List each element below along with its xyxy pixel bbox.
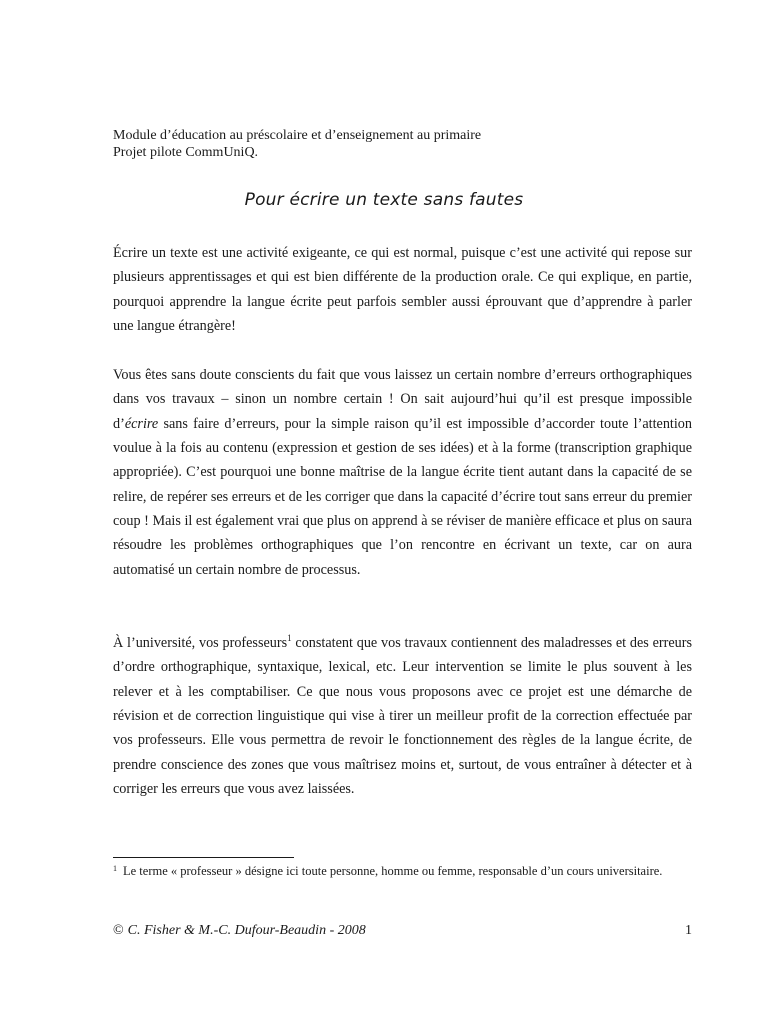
paragraph-errors <box>113 363 692 582</box>
footnote <box>113 864 673 879</box>
footnote-reference[interactable]: 1 <box>287 633 292 643</box>
paragraph-text-part: constatent que vos travaux contiennent des maladresses et des erreurs d’ordre orthographique, syntaxique, lexical, etc. Leur intervention se limite le plus souvent à les relever et à les comptabiliser. Ce que nous vous proposons avec ce projet est une démarche de révision et de correction linguistique qui vise à tirer un meilleur profit de la correction effectuée par vos professeurs. Elle vous permettra de revoir le fonctionnement des règles de la langue écrite, de prendre conscience des zones que vous maîtrisez moins et, surtout, de vous entraîner à détecter et à corriger les erreurs que vous avez laissées. <box>113 635 693 798</box>
paragraph-text-part: sans faire d’erreurs, pour la simple raison qu’il est impossible d’accorder toute l’attention voulue à la fois au contenu (expression et gestion de ses idées) et à la forme (transcription graphique appropriée). C’est pourquoi une bonne maîtrise de la langue écrite tient autant dans la capacité de se relire, de repérer ses erreurs et de les corriger que dans la capacité d’écrire tout sans erreur du premier coup ! Mais il est également vrai que plus on apprend à se réviser de manière efficace et plus on saura résoudre les problèmes orthographiques que l’on rencontre en écrivant un texte, car on aura automatisé un certain nombre de processus. <box>113 415 692 578</box>
paragraph-university <box>113 631 692 801</box>
copyright-symbol: © <box>113 923 124 938</box>
footnote-text: Le terme « professeur » désigne ici toute personne, homme ou femme, responsable d’un cours universitaire. <box>123 864 663 878</box>
paragraph-text <box>113 363 692 582</box>
footnote-marker: 1 <box>113 864 117 873</box>
header-project-line: Projet pilote CommUniQ. <box>113 145 259 160</box>
copyright-authors: C. Fisher & M.-C. Dufour-Beaudin - 2008 <box>127 923 366 938</box>
footnote-divider <box>113 857 294 858</box>
paragraph-text: Écrire un texte est une activité exigeante, ce qui est normal, puisque c’est une activité qui repose sur plusieurs apprentissages et qui est bien différente de la production orale. Ce qui explique, en partie, pourquoi apprendre la langue écrite peut parfois sembler aussi éprouvant que d’apprendre à parler une langue étrangère! <box>113 245 692 335</box>
paragraph-text <box>113 631 692 801</box>
document-header <box>113 127 693 161</box>
copyright-notice <box>113 922 366 939</box>
paragraph-text-part: À l’université, vos professeurs <box>113 635 288 651</box>
page-title: Pour écrire un texte sans fautes <box>244 190 524 210</box>
paragraph-intro <box>113 241 692 338</box>
page-number: 1 <box>685 923 692 938</box>
header-module-line: Module d’éducation au préscolaire et d’enseignement au primaire <box>113 128 482 143</box>
paragraph-text-part: Vous êtes sans doute conscients du fait que vous laissez un certain nombre d’erreurs orthographiques dans vos travaux – sinon un nombre certain ! On sait aujourd’hui qu’il est presque impossible d’ <box>113 367 692 432</box>
emphasis-word: écrire <box>124 415 159 432</box>
